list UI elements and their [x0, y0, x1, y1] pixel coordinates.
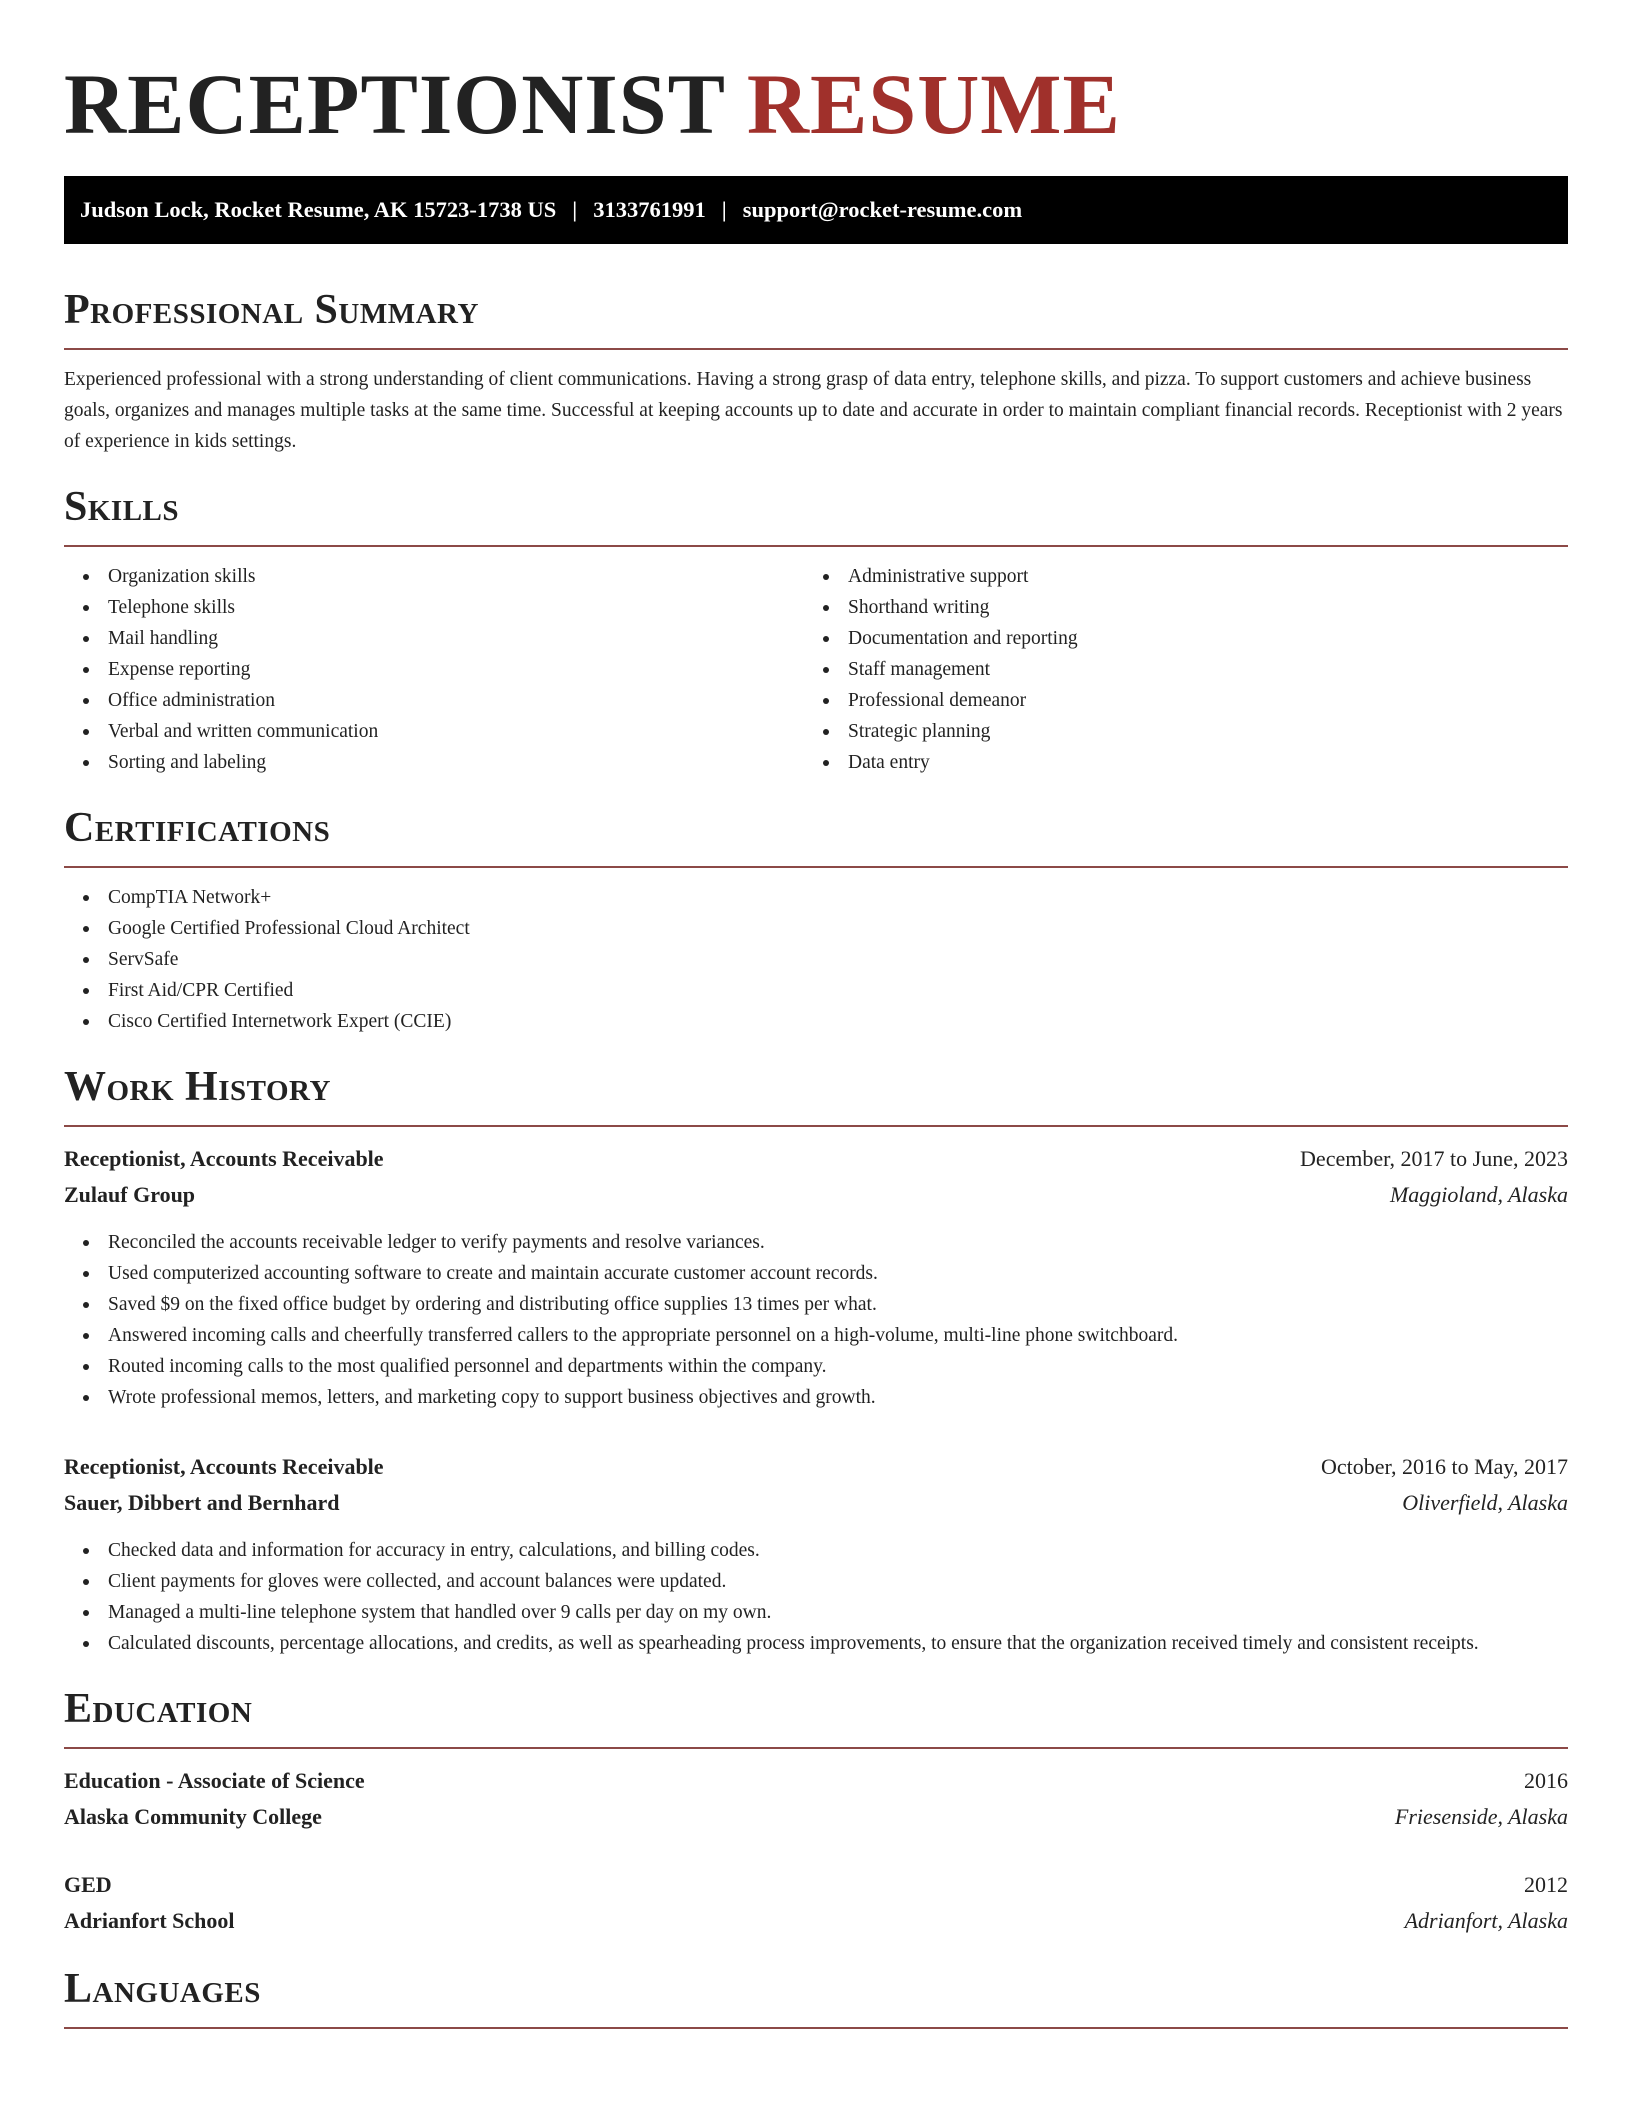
- summary-text: Experienced professional with a strong understanding of client communications. Having a strong grasp of data entry, telephone skills, and pizza. To support customers and achieve business goals, organizes and manages multiple tasks at the same time. Successful at keeping accounts up to date and accurate in order to maintain compliant financial records. Receptionist with 2 years of experience in kids settings.: [64, 369, 1563, 452]
- title-part-receptionist: RECEPTIONIST: [64, 56, 725, 152]
- contact-phone: 3133761991: [593, 197, 706, 222]
- skill-item: Administrative support: [804, 561, 1544, 592]
- section-divider: [64, 1125, 1568, 1127]
- skill-item: Office administration: [64, 685, 804, 716]
- skill-item: Professional demeanor: [804, 685, 1544, 716]
- education-school: Alaska Community College: [64, 1804, 322, 1829]
- section-divider: [64, 2027, 1568, 2029]
- job-entry: [64, 1449, 1568, 1659]
- section-heading-skills: Skills: [64, 484, 180, 530]
- job-company: Sauer, Dibbert and Bernhard: [64, 1490, 340, 1515]
- certifications-list: [64, 882, 1568, 1037]
- section-heading-education: Education: [64, 1686, 253, 1732]
- contact-separator: |: [721, 197, 727, 222]
- education-school-row: [64, 1799, 1568, 1835]
- section-heading-certifications: Certifications: [64, 805, 331, 851]
- job-duties-list: [64, 1535, 1568, 1659]
- skill-item: Mail handling: [64, 623, 804, 654]
- education-year: 2012: [1524, 1872, 1568, 1897]
- education-year: 2016: [1524, 1768, 1568, 1793]
- job-duty: Client payments for gloves were collected, and account balances were updated.: [64, 1566, 1568, 1597]
- education-degree-row: [64, 1763, 1568, 1799]
- section-heading-summary: Professional Summary: [64, 287, 479, 333]
- job-duty: Saved $9 on the fixed office budget by ordering and distributing office supplies 13 times per what.: [64, 1289, 1568, 1320]
- job-duty: Checked data and information for accuracy in entry, calculations, and billing codes.: [64, 1535, 1568, 1566]
- work-history-section: [64, 1063, 1568, 1659]
- skill-item: Staff management: [804, 654, 1544, 685]
- education-location: Adrianfort, Alaska: [1404, 1908, 1568, 1933]
- languages-section: [64, 1965, 1568, 2029]
- education-degree-row: [64, 1867, 1568, 1903]
- education-location: Friesenside, Alaska: [1394, 1804, 1568, 1829]
- job-duty: Wrote professional memos, letters, and marketing copy to support business objectives and growth.: [64, 1382, 1568, 1413]
- education-school: Adrianfort School: [64, 1908, 235, 1933]
- contact-email: support@rocket-resume.com: [742, 197, 1023, 222]
- skill-item: Sorting and labeling: [64, 747, 804, 778]
- skill-item: Organization skills: [64, 561, 804, 592]
- contact-address: Judson Lock, Rocket Resume, AK 15723-1738 US: [80, 197, 557, 222]
- job-duty: Routed incoming calls to the most qualified personnel and departments within the company.: [64, 1351, 1568, 1382]
- section-divider: [64, 348, 1568, 350]
- skill-item: Strategic planning: [804, 716, 1544, 747]
- contact-separator: |: [572, 197, 578, 222]
- skill-item: Expense reporting: [64, 654, 804, 685]
- job-company-row: [64, 1177, 1568, 1213]
- certification-item: First Aid/CPR Certified: [64, 975, 1568, 1006]
- education-school-row: [64, 1903, 1568, 1939]
- resume-title: [64, 56, 1568, 152]
- section-divider: [64, 1747, 1568, 1749]
- job-dates: December, 2017 to June, 2023: [1300, 1146, 1568, 1171]
- education-section: [64, 1685, 1568, 1939]
- skills-list-left: [64, 561, 804, 778]
- section-divider: [64, 866, 1568, 868]
- skill-item: Verbal and written communication: [64, 716, 804, 747]
- job-company-row: [64, 1485, 1568, 1521]
- job-title: Receptionist, Accounts Receivable: [64, 1146, 384, 1171]
- certification-item: CompTIA Network+: [64, 882, 1568, 913]
- contact-bar: [64, 176, 1568, 244]
- job-duty: Used computerized accounting software to create and maintain accurate customer account records.: [64, 1258, 1568, 1289]
- education-entry: [64, 1867, 1568, 1939]
- job-duty: Calculated discounts, percentage allocations, and credits, as well as spearheading process improvements, to ensure that the organization received timely and consistent receipts.: [64, 1628, 1568, 1659]
- job-entry: [64, 1141, 1568, 1413]
- job-company: Zulauf Group: [64, 1182, 196, 1207]
- skills-list-right: [804, 561, 1544, 778]
- summary-section: [64, 286, 1568, 457]
- section-heading-languages: Languages: [64, 1966, 261, 2012]
- job-header-row: [64, 1141, 1568, 1177]
- certification-item: Google Certified Professional Cloud Architect: [64, 913, 1568, 944]
- certifications-section: [64, 804, 1568, 1037]
- job-location: Maggioland, Alaska: [1389, 1182, 1568, 1207]
- certification-item: ServSafe: [64, 944, 1568, 975]
- title-part-resume: RESUME: [746, 56, 1121, 152]
- job-duty: Reconciled the accounts receivable ledger to verify payments and resolve variances.: [64, 1227, 1568, 1258]
- job-duty: Answered incoming calls and cheerfully transferred callers to the appropriate personnel on a high-volume, multi-line phone switchboard.: [64, 1320, 1568, 1351]
- job-header-row: [64, 1449, 1568, 1485]
- job-duty: Managed a multi-line telephone system that handled over 9 calls per day on my own.: [64, 1597, 1568, 1628]
- certification-item: Cisco Certified Internetwork Expert (CCIE): [64, 1006, 1568, 1037]
- section-heading-work-history: Work History: [64, 1064, 331, 1110]
- education-entry: [64, 1763, 1568, 1835]
- education-degree: GED: [64, 1872, 112, 1897]
- skill-item: Data entry: [804, 747, 1544, 778]
- skill-item: Telephone skills: [64, 592, 804, 623]
- skills-grid: [64, 547, 1568, 778]
- education-degree: Education - Associate of Science: [64, 1768, 365, 1793]
- skill-item: Documentation and reporting: [804, 623, 1544, 654]
- job-duties-list: [64, 1227, 1568, 1413]
- job-dates: October, 2016 to May, 2017: [1321, 1454, 1568, 1479]
- skill-item: Shorthand writing: [804, 592, 1544, 623]
- job-location: Oliverfield, Alaska: [1402, 1490, 1568, 1515]
- skills-section: [64, 483, 1568, 778]
- job-title: Receptionist, Accounts Receivable: [64, 1454, 384, 1479]
